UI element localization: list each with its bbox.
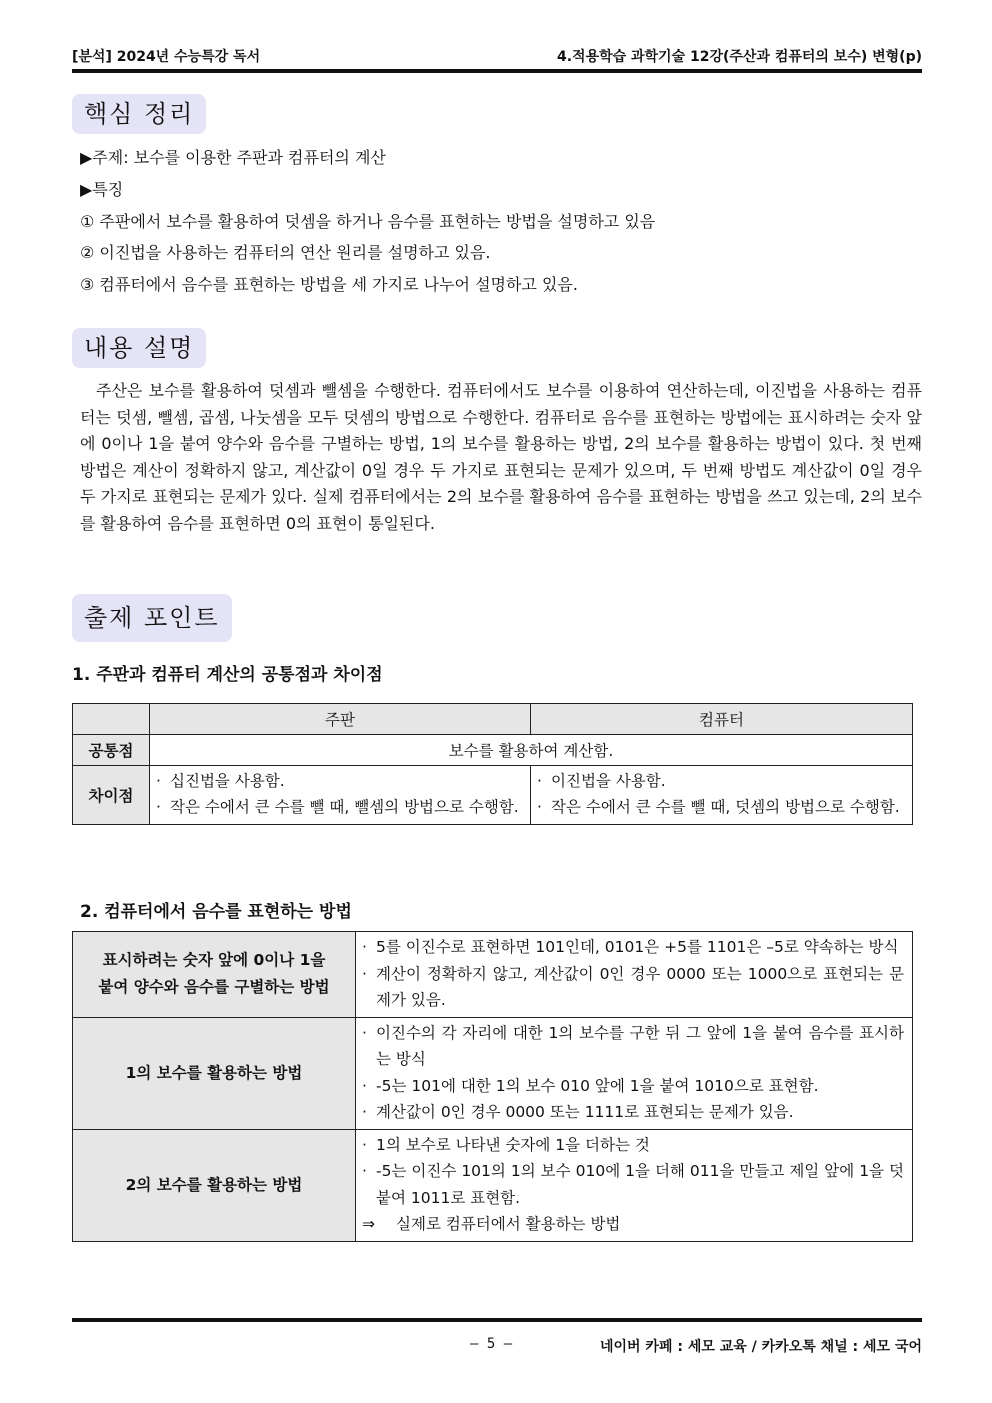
row-label-ones-complement: 1의 보수를 활용하는 방법	[73, 1017, 356, 1129]
header-right: 4.적용학습 과학기술 12강(주산과 컴퓨터의 보수) 변형(p)	[556, 49, 922, 65]
list-item: · 작은 수에서 큰 수를 뺄 때, 덧셈의 방법으로 수행함.	[537, 798, 900, 816]
point1-title: 1. 주판과 컴퓨터 계산의 공통점과 차이점	[72, 665, 383, 685]
list-item: · 계산이 정확하지 않고, 계산값이 0인 경우 0000 또는 1000으로 표현되는 문제가 있음.	[362, 964, 904, 1009]
conclusion-line: ⇒ 실제로 컴퓨터에서 활용하는 방법	[362, 1211, 904, 1238]
list-item: · -5는 이진수 101의 1의 보수 010에 1을 더해 011을 만들고 제일 앞에 1을 덧붙여 1011로 표현함.	[362, 1162, 904, 1207]
twos-complement-description	[356, 1129, 913, 1241]
topic-line: ▶주제: 보수를 이용한 주판과 컴퓨터의 계산	[80, 148, 386, 167]
page-header	[72, 44, 922, 66]
footer-divider	[72, 1318, 922, 1322]
list-item: · 작은 수에서 큰 수를 뺄 때, 뺄셈의 방법으로 수행함.	[156, 798, 519, 816]
list-item: · 1의 보수로 나타낸 숫자에 1을 더하는 것	[362, 1135, 650, 1154]
arrow-icon: ⇒	[362, 1215, 375, 1233]
negative-representation-table	[72, 931, 913, 1242]
row-label-diff: 차이점	[73, 766, 150, 825]
list-item: · 계산값이 0인 경우 0000 또는 1111로 표현되는 문제가 있음.	[362, 1103, 794, 1121]
table-corner	[73, 704, 150, 735]
abacus-diff-cell	[150, 766, 531, 825]
feature-item: ① 주판에서 보수를 활용하여 덧셈을 하거나 음수를 표현하는 방법을 설명하고 있음	[80, 212, 656, 231]
sign-bit-description	[356, 932, 913, 1018]
section-title-key-summary: 핵심 정리	[72, 94, 206, 134]
computer-diff-cell	[531, 766, 913, 825]
row-label-sign-bit: 표시하려는 숫자 앞에 0이나 1을 붙여 양수와 음수를 구별하는 방법	[73, 932, 356, 1018]
content-paragraph	[80, 378, 922, 537]
comparison-table	[72, 703, 913, 825]
list-item: · 십진법을 사용함.	[156, 772, 285, 790]
row-label-twos-complement: 2의 보수를 활용하는 방법	[73, 1129, 356, 1241]
list-item: · 이진법을 사용함.	[537, 772, 666, 790]
footer-info: 네이버 카페 : 세모 교육 / 카카오톡 채널 : 세모 국어	[599, 1339, 922, 1355]
header-left: [분석] 2024년 수능특강 독서	[72, 49, 261, 65]
feature-label: ▶특징	[80, 180, 124, 199]
point2-title: 2. 컴퓨터에서 음수를 표현하는 방법	[80, 902, 352, 922]
section-title-content: 내용 설명	[72, 328, 206, 368]
common-cell: 보수를 활용하여 계산함.	[150, 735, 913, 766]
section-title-exam-points: 출제 포인트	[72, 594, 232, 642]
column-header-abacus: 주판	[150, 704, 531, 735]
content-paragraph-text: 주산은 보수를 활용하여 덧셈과 뺄셈을 수행한다. 컴퓨터에서도 보수를 이용하여 연산하는데, 이진법을 사용하는 컴퓨터는 덧셈, 뺄셈, 곱셈, 나눗셈을 모두 덧셈의 방법으로 수행한다. 컴퓨터로 음수를 표현하는 방법에는 표시하려는 숫자 앞에 0이나 1을 붙여 양수와 음수를 구별하는 방법, 1의 보수를 활용하는 방법, 2의 보수를 활용하는 방법이 있다. 첫 번째 방법은 계산이 정확하지 않고, 계산값이 0일 경우 두 가지로 표현되는 문제가 있으며, 두 번째 방법도 계산값이 0일 경우 두 가지로 표현되는 문제가 있다. 실제 컴퓨터에서는 2의 보수를 활용하여 음수를 표현하는 방법을 쓰고 있는데, 2의 보수를 활용하여 음수를 표현하면 0의 표현이 통일된다.	[80, 381, 922, 533]
column-header-computer: 컴퓨터	[531, 704, 913, 735]
row-label-common: 공통점	[73, 735, 150, 766]
feature-item: ② 이진법을 사용하는 컴퓨터의 연산 원리를 설명하고 있음.	[80, 243, 491, 262]
page-number: – 5 –	[470, 1336, 513, 1352]
list-item: · 이진수의 각 자리에 대한 1의 보수를 구한 뒤 그 앞에 1을 붙여 음수를 표시하는 방식	[362, 1023, 904, 1068]
ones-complement-description	[356, 1017, 913, 1129]
feature-item: ③ 컴퓨터에서 음수를 표현하는 방법을 세 가지로 나누어 설명하고 있음.	[80, 275, 578, 294]
header-divider	[72, 69, 922, 73]
list-item: · 5를 이진수로 표현하면 101인데, 0101은 +5를 1101은 –5로 약속하는 방식	[362, 938, 899, 956]
list-item: · -5는 101에 대한 1의 보수 010 앞에 1을 붙여 1010으로 표현함.	[362, 1076, 819, 1095]
